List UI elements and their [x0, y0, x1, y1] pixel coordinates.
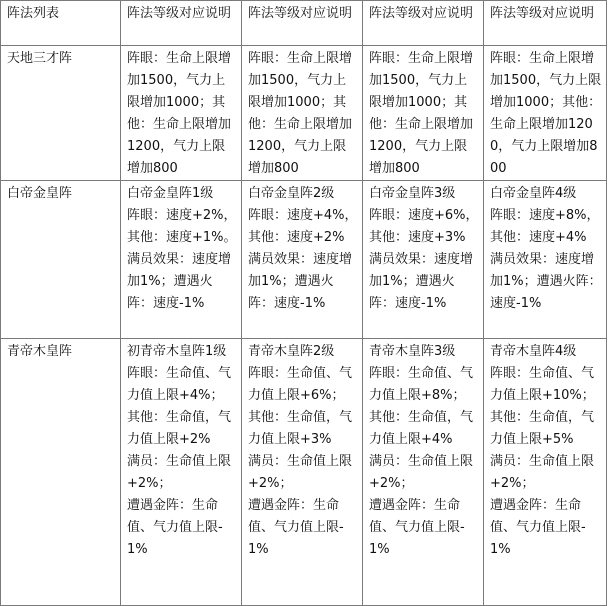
table-row	[1, 181, 607, 339]
header-cell-formation-list: 阵法列表	[1, 1, 121, 46]
level-cell: 初青帝木皇阵1级 阵眼：生命值、气力值上限+4%； 其他：生命值，气力值上限+2% 满员：生命值上限+2%； 遭遇金阵：生命值、气力值上限-1%	[121, 339, 242, 606]
level-cell: 阵眼：生命上限增加1500，气力上限增加1000；其他：生命上限增加1200，气力上限增加800	[484, 46, 607, 181]
level-cell: 白帝金皇阵3级 阵眼：速度+6%，其他：速度+3% 满员效果：速度增加1%；遭遇火阵：速度-1%	[363, 181, 484, 339]
level-cell: 阵眼：生命上限增加1500，气力上限增加1000；其他：生命上限增加1200，气力上限增加800	[121, 46, 242, 181]
level-cell: 青帝木皇阵4级 阵眼：生命值、气力值上限+10%； 其他：生命值，气力值上限+5% 满员：生命值上限+2%； 遭遇金阵：生命值、气力值上限-1%	[484, 339, 607, 606]
header-cell-level-desc: 阵法等级对应说明	[363, 1, 484, 46]
level-cell: 阵眼：生命上限增加1500，气力上限增加1000；其他：生命上限增加1200，气力上限增加800	[242, 46, 363, 181]
level-cell: 白帝金皇阵1级 阵眼：速度+2%，其他：速度+1%。 满员效果：速度增加1%；遭遇火阵：速度-1%	[121, 181, 242, 339]
table-row	[1, 46, 607, 181]
header-cell-level-desc: 阵法等级对应说明	[242, 1, 363, 46]
formation-name: 青帝木皇阵	[1, 339, 121, 606]
header-cell-level-desc: 阵法等级对应说明	[484, 1, 607, 46]
level-cell: 白帝金皇阵4级 阵眼：速度+8%，其他：速度+4% 满员效果：速度增加1%；遭遇火阵：速度-1%	[484, 181, 607, 339]
level-cell: 青帝木皇阵2级 阵眼：生命值、气力值上限+6%； 其他：生命值，气力值上限+3% 满员：生命值上限+2%； 遭遇金阵：生命值、气力值上限-1%	[242, 339, 363, 606]
level-cell: 阵眼：生命上限增加1500，气力上限增加1000；其他：生命上限增加1200，气力上限增加800	[363, 46, 484, 181]
table-row	[1, 339, 607, 606]
level-cell: 白帝金皇阵2级 阵眼：速度+4%，其他：速度+2% 满员效果：速度增加1%；遭遇火阵：速度-1%	[242, 181, 363, 339]
header-cell-level-desc: 阵法等级对应说明	[121, 1, 242, 46]
formation-name: 白帝金皇阵	[1, 181, 121, 339]
formation-name: 天地三才阵	[1, 46, 121, 181]
header-row	[1, 1, 607, 46]
level-cell: 青帝木皇阵3级 阵眼：生命值、气力值上限+8%； 其他：生命值，气力值上限+4% 满员：生命值上限+2%； 遭遇金阵：生命值、气力值上限-1%	[363, 339, 484, 606]
